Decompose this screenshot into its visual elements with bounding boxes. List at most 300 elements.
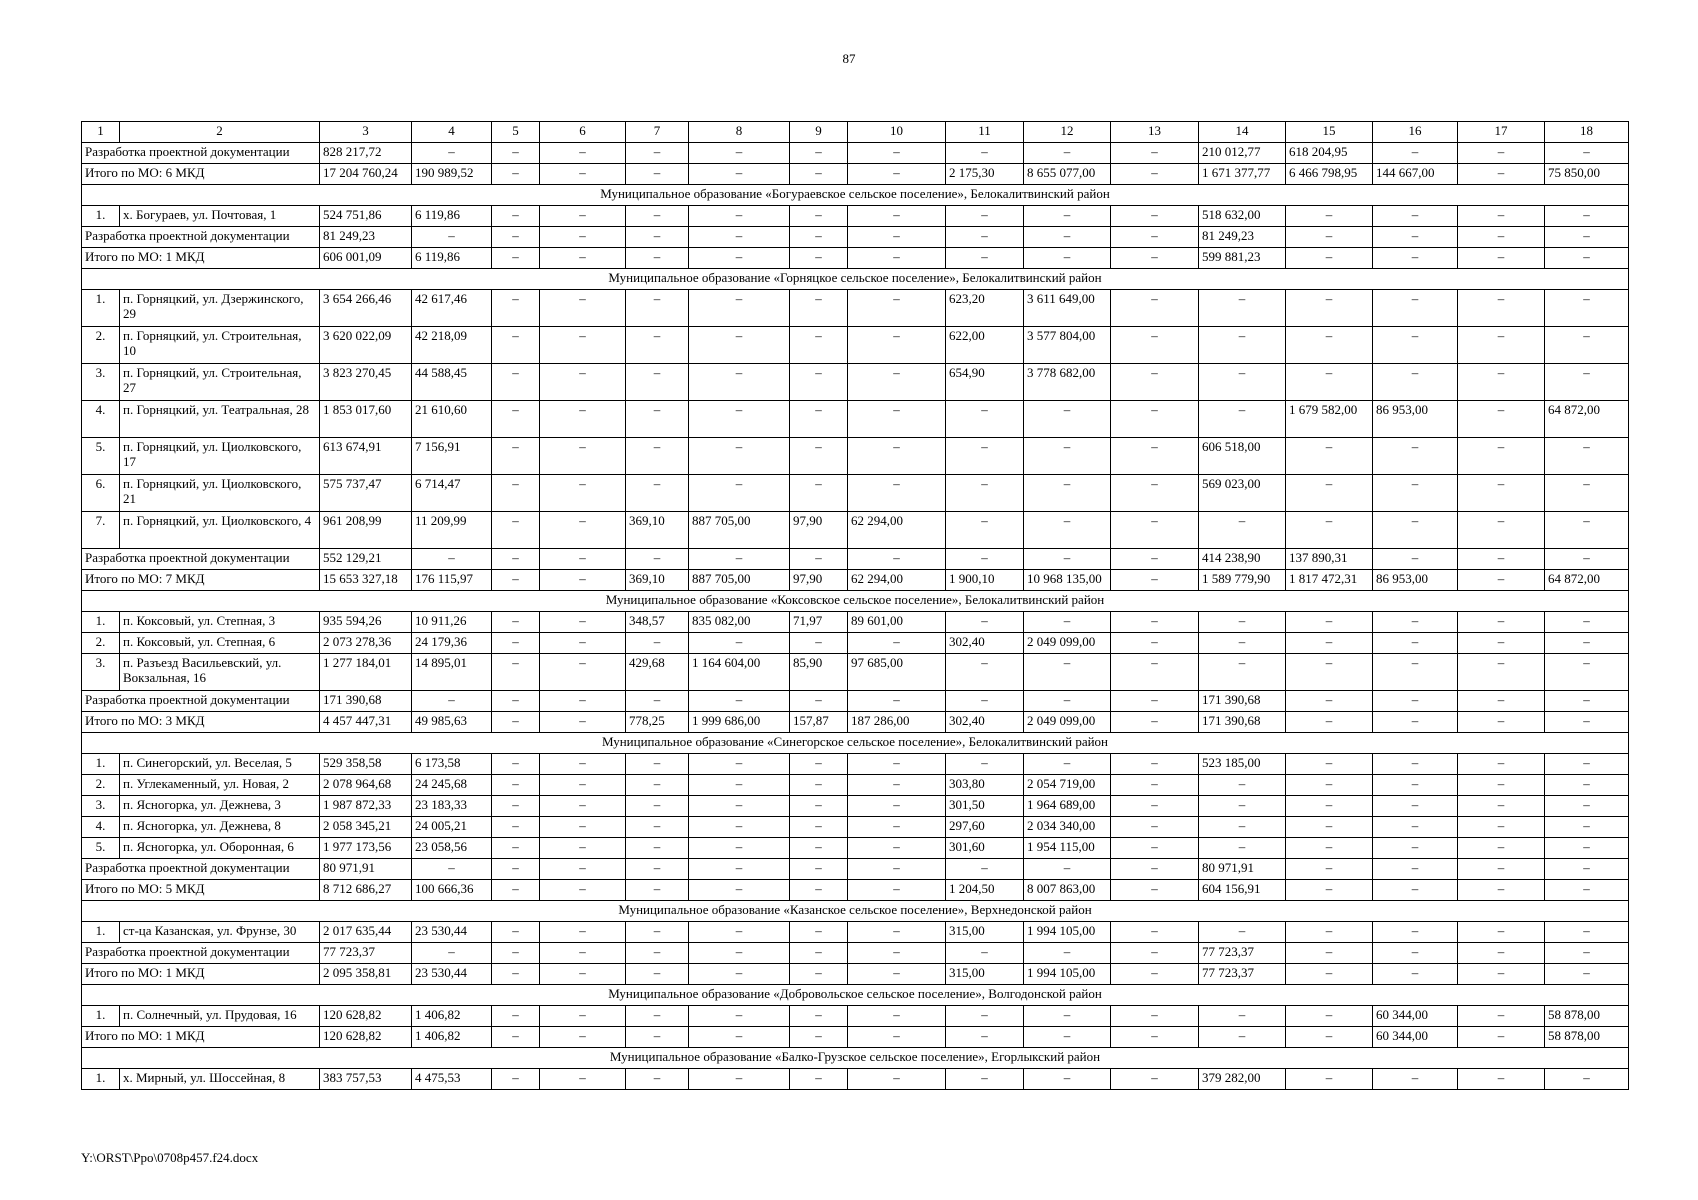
- value-cell: –: [1199, 775, 1286, 796]
- section-title: Муниципальное образование «Синегорское сельское поселение», Белокалитвинский район: [82, 733, 1629, 754]
- summary-row: [82, 943, 1629, 964]
- value-cell: –: [492, 964, 540, 985]
- row-number: 4.: [82, 817, 120, 838]
- value-cell: 3 611 649,00: [1024, 290, 1111, 327]
- value-cell: 379 282,00: [1199, 1069, 1286, 1090]
- value-cell: 62 294,00: [848, 570, 946, 591]
- address-cell: п. Горняцкий, ул. Циолковского, 21: [120, 475, 320, 512]
- value-cell: 6 119,86: [412, 248, 492, 269]
- value-cell: –: [492, 633, 540, 654]
- value-cell: 80 971,91: [320, 859, 412, 880]
- value-cell: 2 058 345,21: [320, 817, 412, 838]
- value-cell: –: [1199, 796, 1286, 817]
- table-row: [82, 1069, 1629, 1090]
- value-cell: –: [1545, 612, 1629, 633]
- value-cell: –: [1458, 817, 1545, 838]
- section-header-row: [82, 985, 1629, 1006]
- value-cell: –: [946, 1027, 1024, 1048]
- value-cell: –: [1111, 290, 1199, 327]
- column-number: 8: [689, 122, 790, 143]
- value-cell: –: [1024, 691, 1111, 712]
- value-cell: –: [1545, 838, 1629, 859]
- value-cell: –: [1111, 964, 1199, 985]
- value-cell: –: [626, 143, 689, 164]
- value-cell: –: [1111, 549, 1199, 570]
- value-cell: –: [540, 922, 626, 943]
- value-cell: –: [1373, 880, 1458, 901]
- value-cell: –: [1111, 327, 1199, 364]
- value-cell: –: [1458, 796, 1545, 817]
- value-cell: –: [1111, 612, 1199, 633]
- value-cell: –: [540, 859, 626, 880]
- value-cell: –: [790, 364, 848, 401]
- table-row: [82, 922, 1629, 943]
- value-cell: –: [946, 1006, 1024, 1027]
- value-cell: 2 049 099,00: [1024, 712, 1111, 733]
- value-cell: 654,90: [946, 364, 1024, 401]
- value-cell: –: [1199, 654, 1286, 691]
- value-cell: –: [848, 880, 946, 901]
- value-cell: –: [1373, 943, 1458, 964]
- row-label: Итого по МО: 3 МКД: [82, 712, 320, 733]
- value-cell: 1 954 115,00: [1024, 838, 1111, 859]
- value-cell: –: [689, 164, 790, 185]
- value-cell: –: [689, 364, 790, 401]
- column-number: 3: [320, 122, 412, 143]
- value-cell: –: [848, 691, 946, 712]
- value-cell: –: [1373, 612, 1458, 633]
- value-cell: –: [1024, 754, 1111, 775]
- value-cell: 210 012,77: [1199, 143, 1286, 164]
- value-cell: –: [1111, 654, 1199, 691]
- row-number: 1.: [82, 290, 120, 327]
- value-cell: 518 632,00: [1199, 206, 1286, 227]
- value-cell: 3 577 804,00: [1024, 327, 1111, 364]
- value-cell: –: [1286, 922, 1373, 943]
- value-cell: –: [1458, 206, 1545, 227]
- value-cell: 303,80: [946, 775, 1024, 796]
- value-cell: –: [492, 775, 540, 796]
- value-cell: –: [1286, 691, 1373, 712]
- value-cell: –: [1111, 570, 1199, 591]
- value-cell: –: [540, 1069, 626, 1090]
- value-cell: 1 406,82: [412, 1027, 492, 1048]
- row-label: Разработка проектной документации: [82, 943, 320, 964]
- value-cell: 97,90: [790, 512, 848, 549]
- value-cell: 157,87: [790, 712, 848, 733]
- value-cell: –: [1545, 922, 1629, 943]
- value-cell: –: [492, 654, 540, 691]
- value-cell: 828 217,72: [320, 143, 412, 164]
- value-cell: –: [626, 290, 689, 327]
- value-cell: –: [1373, 775, 1458, 796]
- value-cell: –: [540, 475, 626, 512]
- value-cell: –: [1373, 1069, 1458, 1090]
- value-cell: 2 017 635,44: [320, 922, 412, 943]
- value-cell: 6 714,47: [412, 475, 492, 512]
- value-cell: 524 751,86: [320, 206, 412, 227]
- value-cell: –: [689, 754, 790, 775]
- value-cell: –: [492, 327, 540, 364]
- value-cell: –: [1458, 1027, 1545, 1048]
- row-label: Итого по МО: 6 МКД: [82, 164, 320, 185]
- table-row: [82, 401, 1629, 438]
- value-cell: 3 620 022,09: [320, 327, 412, 364]
- row-number: 1.: [82, 612, 120, 633]
- value-cell: –: [848, 475, 946, 512]
- value-cell: 97 685,00: [848, 654, 946, 691]
- row-number: 1.: [82, 1069, 120, 1090]
- value-cell: –: [790, 1006, 848, 1027]
- value-cell: –: [492, 364, 540, 401]
- value-cell: –: [689, 817, 790, 838]
- section-header-row: [82, 733, 1629, 754]
- value-cell: –: [1111, 691, 1199, 712]
- value-cell: 623,20: [946, 290, 1024, 327]
- value-cell: –: [626, 943, 689, 964]
- value-cell: –: [1286, 290, 1373, 327]
- value-cell: 4 475,53: [412, 1069, 492, 1090]
- value-cell: –: [1373, 227, 1458, 248]
- value-cell: –: [1024, 143, 1111, 164]
- summary-row: [82, 164, 1629, 185]
- value-cell: –: [1199, 512, 1286, 549]
- value-cell: –: [790, 143, 848, 164]
- value-cell: –: [848, 922, 946, 943]
- address-cell: п. Горняцкий, ул. Циолковского, 4: [120, 512, 320, 549]
- value-cell: 2 073 278,36: [320, 633, 412, 654]
- value-cell: 6 119,86: [412, 206, 492, 227]
- value-cell: –: [1111, 880, 1199, 901]
- value-cell: –: [1286, 1027, 1373, 1048]
- column-number: 1: [82, 122, 120, 143]
- value-cell: –: [848, 817, 946, 838]
- value-cell: –: [1024, 1006, 1111, 1027]
- value-cell: –: [848, 633, 946, 654]
- value-cell: 6 173,58: [412, 754, 492, 775]
- value-cell: –: [790, 227, 848, 248]
- value-cell: –: [946, 549, 1024, 570]
- row-label: Итого по МО: 7 МКД: [82, 570, 320, 591]
- value-cell: –: [1458, 549, 1545, 570]
- value-cell: 4 457 447,31: [320, 712, 412, 733]
- value-cell: –: [540, 754, 626, 775]
- value-cell: –: [626, 796, 689, 817]
- value-cell: 120 628,82: [320, 1027, 412, 1048]
- summary-row: [82, 691, 1629, 712]
- value-cell: –: [790, 922, 848, 943]
- value-cell: –: [1545, 691, 1629, 712]
- value-cell: –: [412, 227, 492, 248]
- value-cell: –: [689, 1027, 790, 1048]
- value-cell: –: [790, 1027, 848, 1048]
- value-cell: 935 594,26: [320, 612, 412, 633]
- value-cell: 1 977 173,56: [320, 838, 412, 859]
- value-cell: –: [1024, 227, 1111, 248]
- value-cell: 10 968 135,00: [1024, 570, 1111, 591]
- value-cell: 369,10: [626, 570, 689, 591]
- row-label: Разработка проектной документации: [82, 691, 320, 712]
- value-cell: –: [790, 838, 848, 859]
- value-cell: –: [689, 143, 790, 164]
- value-cell: –: [946, 227, 1024, 248]
- value-cell: –: [1111, 754, 1199, 775]
- value-cell: –: [1024, 943, 1111, 964]
- value-cell: –: [1545, 754, 1629, 775]
- value-cell: –: [790, 775, 848, 796]
- value-cell: –: [1458, 290, 1545, 327]
- value-cell: –: [1458, 838, 1545, 859]
- table-row: [82, 438, 1629, 475]
- value-cell: 1 999 686,00: [689, 712, 790, 733]
- value-cell: –: [790, 691, 848, 712]
- value-cell: –: [1286, 512, 1373, 549]
- value-cell: –: [946, 143, 1024, 164]
- value-cell: –: [540, 206, 626, 227]
- value-cell: –: [1024, 401, 1111, 438]
- value-cell: 835 082,00: [689, 612, 790, 633]
- summary-row: [82, 549, 1629, 570]
- value-cell: –: [540, 633, 626, 654]
- value-cell: 71,97: [790, 612, 848, 633]
- value-cell: –: [1286, 475, 1373, 512]
- value-cell: –: [946, 401, 1024, 438]
- row-number: 6.: [82, 475, 120, 512]
- value-cell: –: [1024, 612, 1111, 633]
- table-row: [82, 633, 1629, 654]
- section-title: Муниципальное образование «Балко-Грузское сельское поселение», Егорлыкский район: [82, 1048, 1629, 1069]
- summary-row: [82, 1027, 1629, 1048]
- row-label: Итого по МО: 5 МКД: [82, 880, 320, 901]
- value-cell: –: [1458, 922, 1545, 943]
- value-cell: –: [626, 248, 689, 269]
- value-cell: –: [1111, 401, 1199, 438]
- value-cell: –: [1111, 859, 1199, 880]
- row-number: 2.: [82, 327, 120, 364]
- value-cell: –: [689, 633, 790, 654]
- value-cell: 176 115,97: [412, 570, 492, 591]
- value-cell: –: [1286, 206, 1373, 227]
- value-cell: –: [946, 691, 1024, 712]
- value-cell: –: [626, 401, 689, 438]
- value-cell: 2 095 358,81: [320, 964, 412, 985]
- value-cell: –: [790, 633, 848, 654]
- row-number: 2.: [82, 775, 120, 796]
- value-cell: –: [1286, 964, 1373, 985]
- value-cell: –: [492, 754, 540, 775]
- address-cell: п. Углекаменный, ул. Новая, 2: [120, 775, 320, 796]
- value-cell: –: [492, 1069, 540, 1090]
- value-cell: –: [1458, 164, 1545, 185]
- value-cell: –: [412, 549, 492, 570]
- summary-row: [82, 570, 1629, 591]
- value-cell: –: [689, 227, 790, 248]
- value-cell: –: [1199, 1006, 1286, 1027]
- address-cell: п. Ясногорка, ул. Оборонная, 6: [120, 838, 320, 859]
- value-cell: –: [1458, 327, 1545, 364]
- section-title: Муниципальное образование «Казанское сельское поселение», Верхнедонской район: [82, 901, 1629, 922]
- value-cell: –: [790, 475, 848, 512]
- value-cell: 23 530,44: [412, 922, 492, 943]
- value-cell: 42 617,46: [412, 290, 492, 327]
- value-cell: –: [1545, 364, 1629, 401]
- value-cell: –: [1458, 512, 1545, 549]
- value-cell: –: [848, 1006, 946, 1027]
- table-row: [82, 817, 1629, 838]
- value-cell: –: [1373, 633, 1458, 654]
- value-cell: –: [1458, 248, 1545, 269]
- value-cell: 14 895,01: [412, 654, 492, 691]
- value-cell: –: [790, 206, 848, 227]
- value-cell: –: [492, 1027, 540, 1048]
- value-cell: 315,00: [946, 964, 1024, 985]
- value-cell: 1 406,82: [412, 1006, 492, 1027]
- value-cell: –: [492, 817, 540, 838]
- value-cell: –: [540, 143, 626, 164]
- value-cell: 2 054 719,00: [1024, 775, 1111, 796]
- value-cell: –: [848, 206, 946, 227]
- value-cell: 24 005,21: [412, 817, 492, 838]
- value-cell: –: [626, 438, 689, 475]
- value-cell: –: [540, 796, 626, 817]
- address-cell: х. Богураев, ул. Почтовая, 1: [120, 206, 320, 227]
- value-cell: –: [790, 248, 848, 269]
- value-cell: –: [540, 691, 626, 712]
- value-cell: 60 344,00: [1373, 1027, 1458, 1048]
- value-cell: 1 204,50: [946, 880, 1024, 901]
- value-cell: –: [1286, 1006, 1373, 1027]
- value-cell: –: [1286, 327, 1373, 364]
- value-cell: –: [1111, 248, 1199, 269]
- value-cell: –: [1545, 859, 1629, 880]
- table-row: [82, 206, 1629, 227]
- value-cell: –: [1286, 438, 1373, 475]
- value-cell: –: [1111, 838, 1199, 859]
- value-cell: 58 878,00: [1545, 1027, 1629, 1048]
- column-number: 15: [1286, 122, 1373, 143]
- value-cell: 887 705,00: [689, 512, 790, 549]
- row-number: 3.: [82, 654, 120, 691]
- value-cell: 8 712 686,27: [320, 880, 412, 901]
- value-cell: 86 953,00: [1373, 570, 1458, 591]
- value-cell: –: [1111, 227, 1199, 248]
- column-number: 10: [848, 122, 946, 143]
- value-cell: –: [1111, 922, 1199, 943]
- column-number: 14: [1199, 122, 1286, 143]
- value-cell: –: [689, 964, 790, 985]
- value-cell: –: [1545, 817, 1629, 838]
- value-cell: –: [848, 1069, 946, 1090]
- row-number: 4.: [82, 401, 120, 438]
- value-cell: 58 878,00: [1545, 1006, 1629, 1027]
- value-cell: –: [689, 248, 790, 269]
- table-row: [82, 475, 1629, 512]
- value-cell: –: [1111, 633, 1199, 654]
- value-cell: –: [1545, 943, 1629, 964]
- value-cell: –: [790, 438, 848, 475]
- row-label: Итого по МО: 1 МКД: [82, 964, 320, 985]
- value-cell: 618 204,95: [1286, 143, 1373, 164]
- value-cell: –: [1111, 164, 1199, 185]
- value-cell: 81 249,23: [320, 227, 412, 248]
- value-cell: 137 890,31: [1286, 549, 1373, 570]
- value-cell: –: [540, 775, 626, 796]
- value-cell: –: [492, 796, 540, 817]
- value-cell: –: [540, 164, 626, 185]
- value-cell: –: [1458, 143, 1545, 164]
- summary-row: [82, 712, 1629, 733]
- value-cell: –: [412, 691, 492, 712]
- value-cell: –: [1458, 859, 1545, 880]
- value-cell: 599 881,23: [1199, 248, 1286, 269]
- value-cell: –: [492, 475, 540, 512]
- value-cell: –: [1199, 612, 1286, 633]
- value-cell: –: [540, 838, 626, 859]
- value-cell: –: [1111, 143, 1199, 164]
- value-cell: –: [1373, 512, 1458, 549]
- row-label: Разработка проектной документации: [82, 143, 320, 164]
- value-cell: –: [1373, 206, 1458, 227]
- value-cell: –: [412, 943, 492, 964]
- column-number: 12: [1024, 122, 1111, 143]
- value-cell: –: [1286, 796, 1373, 817]
- value-cell: 3 823 270,45: [320, 364, 412, 401]
- row-number: 5.: [82, 438, 120, 475]
- value-cell: –: [1545, 796, 1629, 817]
- value-cell: –: [848, 290, 946, 327]
- value-cell: –: [946, 943, 1024, 964]
- value-cell: –: [689, 775, 790, 796]
- value-cell: –: [790, 754, 848, 775]
- value-cell: –: [1545, 327, 1629, 364]
- value-cell: –: [540, 364, 626, 401]
- value-cell: 301,60: [946, 838, 1024, 859]
- value-cell: 62 294,00: [848, 512, 946, 549]
- value-cell: –: [848, 227, 946, 248]
- value-cell: –: [626, 838, 689, 859]
- value-cell: –: [1458, 654, 1545, 691]
- value-cell: –: [946, 248, 1024, 269]
- value-cell: –: [626, 964, 689, 985]
- value-cell: –: [1199, 922, 1286, 943]
- value-cell: –: [1286, 612, 1373, 633]
- value-cell: 75 850,00: [1545, 164, 1629, 185]
- section-header-row: [82, 591, 1629, 612]
- value-cell: –: [1111, 775, 1199, 796]
- value-cell: –: [689, 401, 790, 438]
- value-cell: –: [848, 327, 946, 364]
- value-cell: 49 985,63: [412, 712, 492, 733]
- table-row: [82, 754, 1629, 775]
- value-cell: –: [1199, 1027, 1286, 1048]
- value-cell: –: [1199, 633, 1286, 654]
- value-cell: –: [492, 164, 540, 185]
- value-cell: –: [1373, 290, 1458, 327]
- value-cell: 523 185,00: [1199, 754, 1286, 775]
- value-cell: 11 209,99: [412, 512, 492, 549]
- value-cell: –: [626, 1006, 689, 1027]
- value-cell: –: [689, 943, 790, 964]
- value-cell: –: [1545, 880, 1629, 901]
- address-cell: п. Горняцкий, ул. Строительная, 10: [120, 327, 320, 364]
- value-cell: –: [1286, 754, 1373, 775]
- table-row: [82, 290, 1629, 327]
- table-row: [82, 654, 1629, 691]
- value-cell: –: [1458, 612, 1545, 633]
- value-cell: –: [1458, 438, 1545, 475]
- value-cell: –: [626, 817, 689, 838]
- section-title: Муниципальное образование «Коксовское сельское поселение», Белокалитвинский район: [82, 591, 1629, 612]
